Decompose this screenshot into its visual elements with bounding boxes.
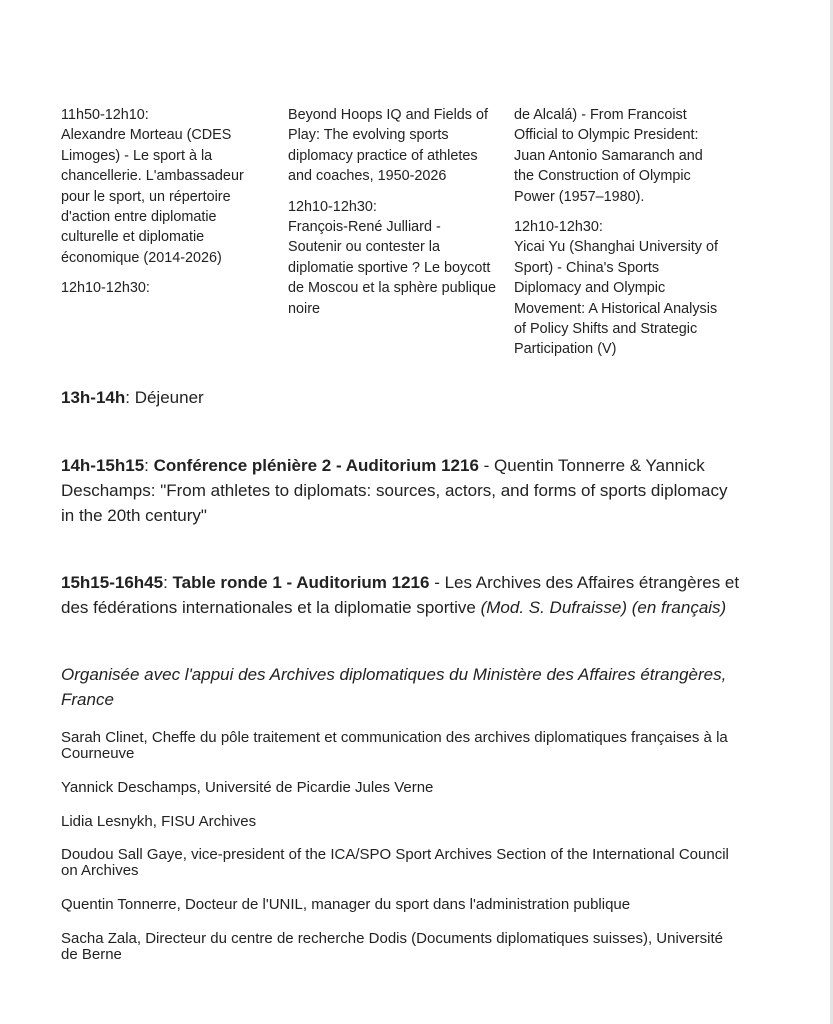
- plenary-title: Conférence plénière 2 - Auditorium 1216: [153, 456, 479, 475]
- participant-item: Lidia Lesnykh, FISU Archives: [61, 813, 257, 830]
- lunch-time: 13h-14h: [61, 388, 126, 407]
- entry-time: 12h10-12h30:: [288, 198, 377, 215]
- session-entry: [61, 105, 250, 268]
- entry-time: 12h10-12h30:: [61, 280, 150, 297]
- entry-time: 12h10-12h30:: [514, 219, 603, 236]
- plenary-time: 14h-15h15: [61, 456, 145, 475]
- roundtable-title: Table ronde 1 - Auditorium 1216: [172, 573, 430, 592]
- entry-text: Yicai Yu (Shanghai University of Sport) - China's Sports Diplomacy and Olympic Movement: A Historical Analysis of Policy Shifts and Strategic Participation (V): [514, 239, 718, 358]
- parallel-sessions: [61, 105, 741, 370]
- lunch-label: Déjeuner: [134, 388, 204, 407]
- participant-item: Yannick Deschamps, Université de Picardie Jules Verne: [61, 779, 434, 796]
- session-entry: [61, 278, 250, 298]
- session-column-2: [288, 105, 498, 370]
- session-column-1: [61, 105, 250, 370]
- roundtable-text: - Les Archives des Affaires étrangères et des fédérations internationales et la diplomatie sportive: [61, 573, 740, 617]
- roundtable-moderator: (Mod. S. Dufraisse) (en français): [480, 598, 727, 617]
- session-entry: [514, 105, 726, 207]
- entry-text: Alexandre Morteau (CDES Limoges) - Le sport à la chancellerie. L'ambassadeur pour le sport, un répertoire d'action entre diplomatie culturelle et diplomatie économique (2014-2026): [61, 127, 244, 266]
- participant-item: Sarah Clinet, Cheffe du pôle traitement et communication des archives diplomatiques françaises à la Courneuve: [61, 729, 728, 762]
- entry-text: de Alcalá) - From Francoist Official to Olympic President: Juan Antonio Samaranch and the Construction of Olympic Power (1957–1980).: [514, 107, 703, 205]
- plenary-sep: :: [144, 456, 154, 475]
- session-entry: [288, 105, 498, 187]
- session-entry: [514, 217, 726, 360]
- organized-text: Organisée avec l'appui des Archives diplomatiques du Ministère des Affaires étrangères, France: [61, 665, 727, 709]
- session-column-3: [514, 105, 726, 370]
- participant-item: Sacha Zala, Directeur du centre de recherche Dodis (Documents diplomatiques suisses), Université de Berne: [61, 930, 723, 963]
- plenary-text: - Quentin Tonnerre & Yannick Deschamps: "From athletes to diplomats: sources, actors, and forms of sports diplomacy in the 20th century": [61, 456, 728, 525]
- plenary-session: [61, 453, 741, 528]
- roundtable-organized-note: [61, 662, 741, 712]
- entry-text: François-René Julliard - Soutenir ou contester la diplomatie sportive ? Le boycott de Moscou et la sphère publique noire: [288, 219, 497, 317]
- participant-item: Doudou Sall Gaye, vice-president of the ICA/SPO Sport Archives Section of the International Council on Archives: [61, 846, 729, 879]
- lunch-sep: :: [125, 388, 135, 407]
- lunch-line: [61, 385, 741, 410]
- entry-text: Beyond Hoops IQ and Fields of Play: The evolving sports diplomacy practice of athletes and coaches, 1950-2026: [288, 107, 488, 185]
- roundtable-sep: :: [163, 573, 173, 592]
- roundtable-session: [61, 570, 741, 620]
- roundtable-time: 15h15-16h45: [61, 573, 164, 592]
- participant-item: Quentin Tonnerre, Docteur de l'UNIL, manager du sport dans l'administration publique: [61, 896, 631, 913]
- entry-time: 11h50-12h10:: [61, 107, 149, 123]
- session-entry: [288, 197, 498, 319]
